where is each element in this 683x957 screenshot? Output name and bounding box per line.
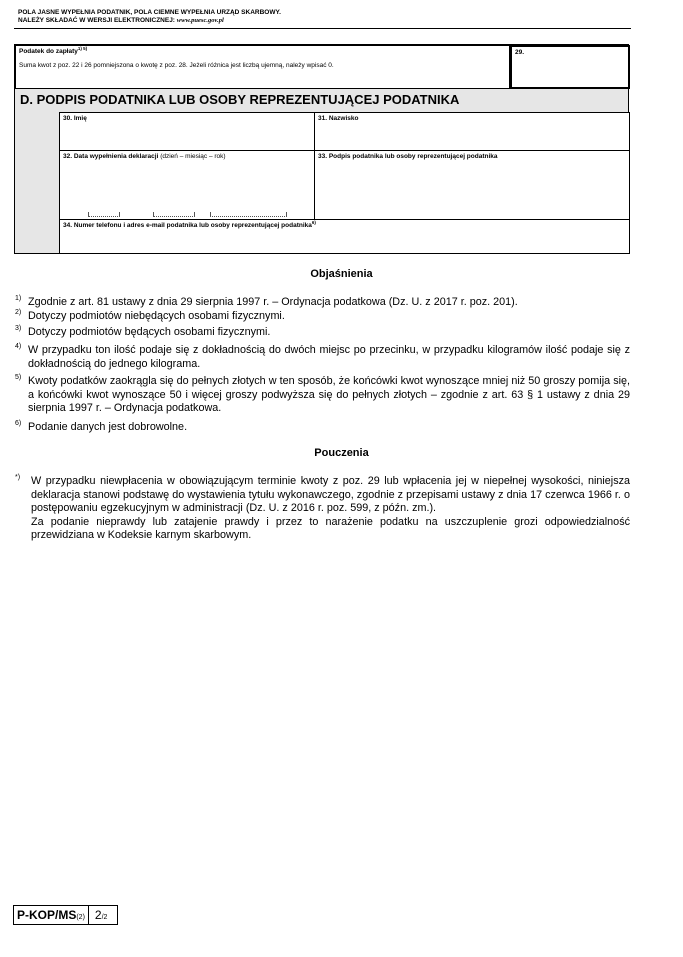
- footnote-1-mark: 1): [15, 295, 22, 302]
- field-32-label: [63, 153, 226, 160]
- footnote-6: [15, 421, 630, 435]
- field-34-footnote: 6): [311, 219, 316, 225]
- puesc-link[interactable]: www.puesc.gov.pl: [176, 17, 224, 24]
- field-32-label-text: 32. Data wypełnienia deklaracji: [63, 153, 159, 160]
- section-d-title: D. PODPIS PODATNIKA LUB OSOBY REPREZENTUJĄCEJ PODATNIKA: [20, 92, 460, 107]
- header-line-2-text: NALEŻY SKŁADAĆ W WERSJI ELEKTRONICZNEJ:: [18, 17, 175, 24]
- tax-due-row: [15, 45, 510, 89]
- footnote-2-text: Dotyczy podmiotów niebędących osobami fizycznymi.: [28, 310, 285, 322]
- footnote-2: [15, 310, 630, 324]
- page-current: 2: [94, 908, 102, 922]
- field-33-signature[interactable]: [314, 150, 630, 220]
- field-32-hint: (dzień – miesiąc – rok): [160, 153, 226, 160]
- field-31-label: 31. Nazwisko: [318, 115, 359, 122]
- footnote-4-mark: 4): [15, 343, 22, 350]
- date-year-boxes[interactable]: [210, 212, 287, 217]
- footnote-5-mark: 5): [15, 374, 22, 381]
- field-33-label: 33. Podpis podatnika lub osoby reprezentującej podatnika: [318, 153, 498, 160]
- footnote-6-mark: 6): [15, 420, 22, 427]
- page-number: [89, 906, 118, 924]
- footnote-3: [15, 326, 630, 340]
- instructions-body: [15, 475, 630, 543]
- field-34-contact[interactable]: [59, 219, 630, 254]
- header-divider: [14, 28, 631, 29]
- footnote-3-mark: 3): [15, 325, 22, 332]
- header-line-2: [18, 17, 281, 25]
- instructions-paragraph-1: W przypadku niewpłacenia w obowiązującym terminie kwoty z poz. 29 lub wpłacenia jej w niepełnej wysokości, niniejsza deklaracja stanowi podstawę do wystawienia tytułu wykonawczego, zgodnie z przepisami ustawy z dnia 17 czerwca 1966 r. o postępowaniu egzekucyjnym w administracji (Dz. U. z 2016 r. poz. 599, z późn. zm.).: [31, 475, 630, 514]
- header-line-1: POLA JASNE WYPEŁNIA PODATNIK, POLA CIEMNE WYPEŁNIA URZĄD SKARBOWY.: [18, 9, 281, 16]
- field-30-first-name[interactable]: [59, 112, 315, 151]
- footnote-4-text: W przypadku ton ilość podaje się z dokładnością do dwóch miejsc po przecinku, w przypadku kilogramów ilość podaje się z dokładnością do jednego kilograma.: [28, 344, 630, 370]
- page-total: /2: [101, 914, 108, 921]
- instructions-paragraph-2: Za podanie nieprawdy lub zatajenie prawdy i przez to narażenie podatku na uszczuplenie grozi odpowiedzialność przewidziana w Kodeksie karnym skarbowym.: [31, 515, 630, 541]
- tax-due-label: [19, 45, 88, 55]
- form-code: [14, 906, 89, 924]
- declaration-form: [14, 44, 629, 254]
- instructions-title: Pouczenia: [314, 447, 369, 459]
- explanations-title: Objaśnienia: [310, 268, 373, 280]
- field-32-date[interactable]: [59, 150, 315, 220]
- footnote-2-mark: 2): [15, 309, 22, 316]
- footnote-6-text: Podanie danych jest dobrowolne.: [28, 421, 188, 433]
- form-code-text: P-KOP/MS: [17, 908, 77, 922]
- footnote-1: [15, 296, 630, 310]
- footnote-4: [15, 344, 630, 371]
- footnote-5-text: Kwoty podatków zaokrągla się do pełnych złotych w ten sposób, że końcówki kwot wynoszące mniej niż 50 groszy pomija się, a końcówki kwot wynoszące 50 i więcej groszy podwyższa się do pełnych złotych – zgodnie z art. 63 § 1 ustawy z dnia 29 sierpnia 1997 r. – Ordynacja podatkowa.: [28, 375, 630, 414]
- field-29[interactable]: [510, 45, 630, 89]
- tax-due-footnote: 1) 5): [77, 45, 88, 51]
- page-header: [18, 9, 281, 25]
- form-footer: [13, 905, 118, 925]
- footnote-1-text: Zgodnie z art. 81 ustawy z dnia 29 sierpnia 1997 r. – Ordynacja podatkowa (Dz. U. z 2017 r. poz. 201).: [28, 296, 518, 308]
- date-day-boxes[interactable]: [88, 212, 120, 217]
- field-29-label: 29.: [515, 49, 525, 56]
- date-month-boxes[interactable]: [153, 212, 195, 217]
- field-31-last-name[interactable]: [314, 112, 630, 151]
- field-30-label: 30. Imię: [63, 115, 87, 122]
- instructions-mark: *): [15, 474, 21, 481]
- tax-due-label-text: Podatek do zapłaty: [19, 48, 78, 55]
- field-34-label: [63, 219, 316, 229]
- footnote-3-text: Dotyczy podmiotów będących osobami fizycznymi.: [28, 326, 271, 338]
- footnote-5: [15, 375, 630, 416]
- tax-due-description: Suma kwot z poz. 22 i 26 pomniejszona o kwotę z poz. 28. Jeżeli różnica jest liczbą ujemną, należy wpisać 0.: [19, 62, 334, 69]
- form-code-version: (2): [76, 914, 85, 921]
- field-34-label-text: 34. Numer telefonu i adres e-mail podatnika lub osoby reprezentującej podatnika: [63, 222, 312, 229]
